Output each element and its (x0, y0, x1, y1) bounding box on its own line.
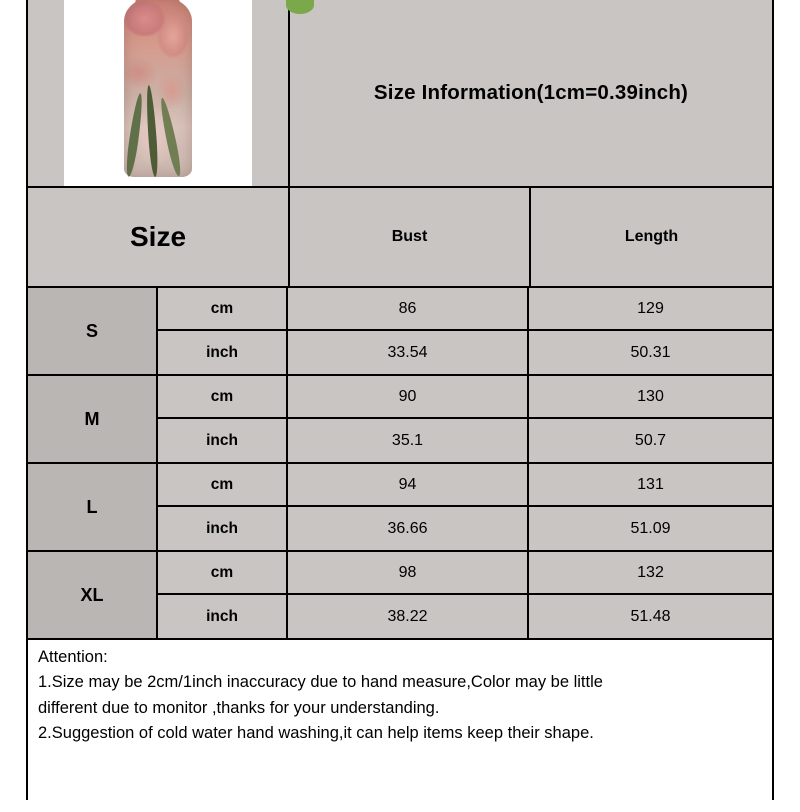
unit-label-inch: inch (158, 507, 288, 550)
table-row (28, 288, 772, 376)
unit-line-inch (158, 419, 772, 462)
value-length-inch: 50.7 (529, 419, 772, 462)
column-header-bust: Bust (290, 188, 531, 286)
size-label: XL (28, 552, 158, 638)
size-label: S (28, 288, 158, 374)
value-length-inch: 51.48 (529, 595, 772, 638)
chart-header-band (28, 0, 772, 188)
product-thumbnail-cell (28, 0, 290, 186)
unit-label-cm: cm (158, 288, 288, 329)
size-label: L (28, 464, 158, 550)
size-row-values (158, 376, 772, 462)
chart-title-cell (290, 0, 772, 186)
unit-line-cm (158, 464, 772, 507)
unit-label-inch: inch (158, 419, 288, 462)
unit-label-cm: cm (158, 376, 288, 417)
value-length-cm: 132 (529, 552, 772, 593)
table-row (28, 376, 772, 464)
table-row (28, 552, 772, 640)
size-label: M (28, 376, 158, 462)
unit-label-cm: cm (158, 552, 288, 593)
value-bust-cm: 94 (288, 464, 529, 505)
value-bust-inch: 36.66 (288, 507, 529, 550)
table-row (28, 464, 772, 552)
unit-label-inch: inch (158, 331, 288, 374)
column-header-row (28, 188, 772, 288)
value-bust-inch: 35.1 (288, 419, 529, 462)
size-row-values (158, 552, 772, 638)
value-length-inch: 51.09 (529, 507, 772, 550)
attention-heading: Attention: (38, 648, 108, 666)
size-row-values (158, 288, 772, 374)
value-length-cm: 131 (529, 464, 772, 505)
unit-label-inch: inch (158, 595, 288, 638)
value-bust-cm: 86 (288, 288, 529, 329)
value-bust-cm: 98 (288, 552, 529, 593)
unit-line-inch (158, 595, 772, 638)
value-length-cm: 129 (529, 288, 772, 329)
size-chart-table (26, 0, 774, 800)
page-title: Size Information(1cm=0.39inch) (373, 81, 689, 104)
value-bust-inch: 33.54 (288, 331, 529, 374)
unit-line-cm (158, 376, 772, 419)
column-header-length: Length (624, 228, 679, 245)
unit-line-inch (158, 331, 772, 374)
size-row-values (158, 464, 772, 550)
value-length-inch: 50.31 (529, 331, 772, 374)
floral-dress-image (108, 0, 208, 183)
product-thumbnail (64, 0, 252, 186)
value-bust-inch: 38.22 (288, 595, 529, 638)
value-length-cm: 130 (529, 376, 772, 417)
attention-section (28, 640, 772, 812)
column-header-size: Size (28, 188, 290, 286)
attention-line-2: different due to monitor ,thanks for your understanding. (38, 698, 440, 717)
unit-line-cm (158, 552, 772, 595)
unit-line-inch (158, 507, 772, 550)
value-bust-cm: 90 (288, 376, 529, 417)
attention-line-3: 2.Suggestion of cold water hand washing,it can help items keep their shape. (38, 724, 594, 743)
unit-line-cm (158, 288, 772, 331)
unit-label-cm: cm (158, 464, 288, 505)
attention-line-1: 1.Size may be 2cm/1inch inaccuracy due to hand measure,Color may be little (38, 673, 603, 692)
